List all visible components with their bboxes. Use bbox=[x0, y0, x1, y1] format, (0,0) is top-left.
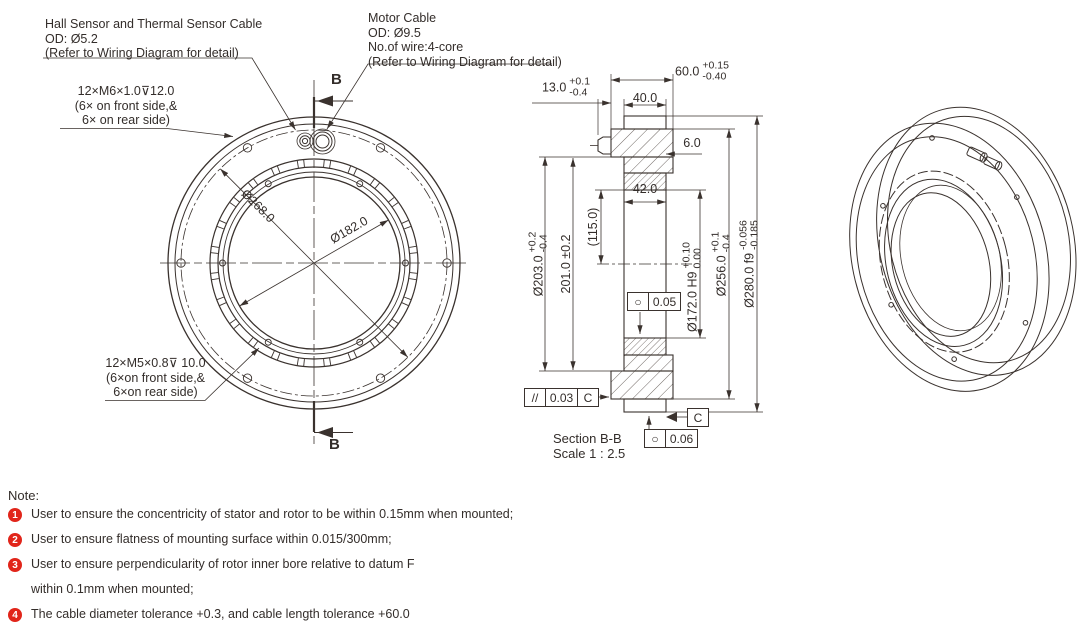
note-item-2: 2 User to ensure flatness of mounting surface within 0.015/300mm; bbox=[8, 532, 392, 547]
m5-thread-label: 12×M5×0.8⊽ 10.0 (6×on front side,& 6×on rear side) bbox=[105, 356, 206, 399]
roundness-icon: ○ bbox=[627, 292, 649, 311]
note-item-4: 4 The cable diameter tolerance +0.3, and cable length tolerance +60.0 bbox=[8, 607, 410, 622]
note-item-1: 1 User to ensure the concentricity of stator and rotor to be within 0.15mm when mounted; bbox=[8, 507, 513, 522]
dim-172: Ø172.0 H9 +0.10 0.00 bbox=[680, 241, 703, 333]
dim-256: Ø256.0 +0.1 -0.4 bbox=[709, 231, 732, 297]
note-item-3-line2: within 0.1mm when mounted; bbox=[31, 582, 194, 596]
section-arrow-label-bottom: B bbox=[329, 436, 340, 453]
note-number-badge: 2 bbox=[8, 533, 22, 547]
roundness-frame-face: ○ 0.06 bbox=[644, 429, 698, 448]
dim-42: 42.0 bbox=[632, 182, 658, 196]
dim-60: 60.0 +0.15 -0.40 bbox=[675, 59, 729, 82]
datum-c-box: C bbox=[687, 408, 709, 427]
parallelism-frame: // 0.03 C bbox=[524, 388, 599, 407]
cable-exit-holes bbox=[297, 129, 335, 154]
note-item-3: 3 User to ensure perpendicularity of rotor inner bore relative to datum F bbox=[8, 557, 415, 572]
dim-203: Ø203.0 +0.2 -0.4 bbox=[526, 231, 549, 297]
roundness-icon: ○ bbox=[644, 429, 666, 448]
dim-201: 201.0 ±0.2 bbox=[559, 234, 573, 294]
m6-thread-label: 12×M6×1.0⊽12.0 (6× on front side,& 6× on rear side) bbox=[74, 84, 178, 127]
isometric-view bbox=[820, 86, 1077, 413]
section-title: Section B-B Scale 1 : 2.5 bbox=[553, 431, 626, 461]
roundness-frame-bore: ○ 0.05 bbox=[627, 292, 681, 311]
dim-280: Ø280.0 f9 -0.056 -0.185 bbox=[737, 220, 760, 308]
dim-bore: Ø182.0 bbox=[327, 213, 371, 247]
parallelism-icon: // bbox=[524, 388, 546, 407]
notes-title: Note: bbox=[8, 488, 40, 503]
dim-13: 13.0 +0.1 -0.4 bbox=[541, 75, 591, 98]
motor-cable-label: Motor Cable OD: Ø9.5 No.of wire:4-core (Refer to Wiring Diagram for detail) bbox=[368, 11, 562, 69]
note-number-badge: 3 bbox=[8, 558, 22, 572]
dim-6: 6.0 bbox=[683, 136, 701, 150]
iso-bolt-holes bbox=[852, 119, 1054, 374]
note-number-badge: 4 bbox=[8, 608, 22, 622]
dim-bolt-circle: Ø268.0 bbox=[238, 186, 278, 226]
section-arrow-label-top: B bbox=[331, 71, 342, 88]
dim-115: (115.0) bbox=[586, 207, 600, 247]
dim-40: 40.0 bbox=[632, 91, 658, 105]
hall-cable-label: Hall Sensor and Thermal Sensor Cable OD: Ø5.2 (Refer to Wiring Diagram for detail) bbox=[45, 17, 263, 60]
note-number-badge: 1 bbox=[8, 508, 22, 522]
